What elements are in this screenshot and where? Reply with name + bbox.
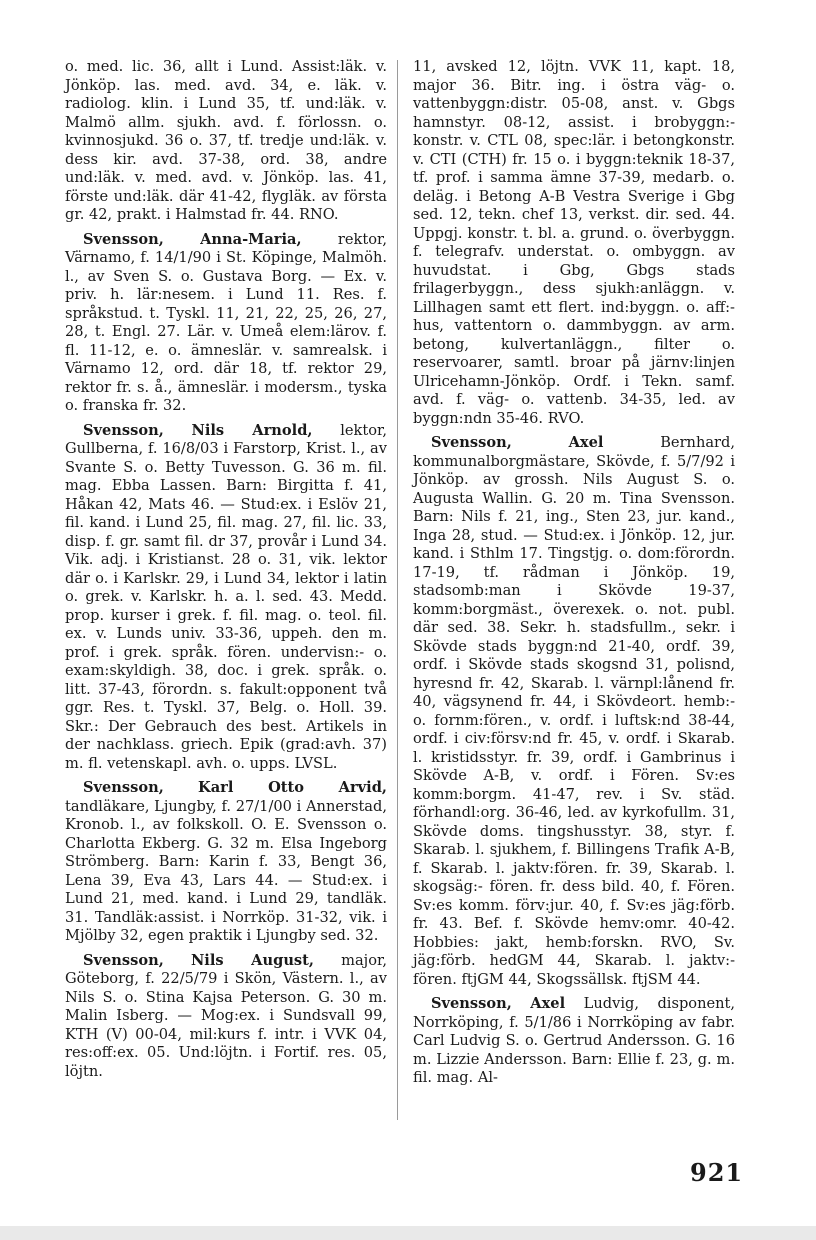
scan-bottom-edge (0, 1226, 816, 1240)
entry-text: 11, avsked 12, löjtn. VVK 11, kapt. 18, major 36. Bitr. ing. i östra väg- o. vattenbyggn:distr. 05-08, anst. v. Gbgs hamnstyr. 08-12, assist. i brobyggn:- konstr. v. CTL 08, spec:lär. i betongkonstr. v. CTI (CTH) fr. 15 o. i byggn:teknik 18-37, tf. prof. i samma ämne 37-39, medarb. o. deläg. i Betong A-B Vestra Sverige i Gbg sed. 12, tekn. chef 13, verkst. dir. sed. 44. Uppgj. konstr. t. bl. a. grund. o. överbyggn. f. telegrafv. understat. o. ombyggn. av huvudstat. i Gbg, Gbgs stads frilagerbyggn., dess sjukh:anläggn. v. Lillhagen samt ett flert. ind:byggn. o. aff:- hus, vattentorn o. dammbyggn. av arm. betong, kulvertanläggn., filter o. reservoarer, samtl. broar på järnv:linjen Ulricehamn-Jönköp. Ordf. i Tekn. samf. avd. f. väg- o. vattenb. 34-35, led. av byggn:ndn 35-46. RVO. (413, 58, 735, 427)
entry-given-name: Nils August, (190, 951, 314, 969)
entry-given-name: Nils Arnold, (191, 421, 313, 439)
page-number: 921 (690, 1158, 744, 1187)
biography-entry (413, 58, 735, 428)
column-divider (397, 60, 398, 1120)
entry-surname: Svensson, (83, 421, 164, 439)
entry-text: Bernhard, kommunalborgmästare, Skövde, f. 5/7/92 i Jönköp. av grossh. Nils August S. o. Augusta Wallin. G. 20 m. Tina Svensson. Barn: Nils f. 21, ing., Sten 23, jur. kand., Inga 28, stud. — Stud:ex. i Jönköp. 12, jur. kand. i Sthlm 17. Tingstjg. o. dom:förordn. 17-19, tf. rådman i Jönköp. 19, stadsomb:man i Skövde 19-37, komm:borgmäst., överexek. o. not. publ. där sed. 38. Sekr. h. stadsfullm., sekr. i Skövde stads byggn:nd 21-40, ordf. 39, ordf. i Skövde stads skogsnd 31, polisnd, hyresnd fr. 42, Skarab. l. värnpl:lånend fr. 40, vägsynend fr. 44, i Skövdeort. hemb:- o. fornm:fören., v. ordf. i luftsk:nd 38-44, ordf. i civ:försv:nd fr. 45, v. ordf. i Skarab. l. kristidsstyr. fr. 39, ordf. i Gambrinus i Skövde A-B, v. ordf. i Fören. Sv:es komm:borgm. 41-47, rev. i Sv. städ. förhandl:org. 36-46, led. av kyrkofullm. 31, Skövde doms. tingshusstyr. 38, styr. f. Skarab. l. sjukhem, f. Billingens Trafik A-B, f. Skarab. l. jaktv:fören. fr. 39, Skarab. l. skogsäg:- fören. fr. dess bild. 40, f. Fören. Sv:es komm. förv:jur. 40, f. Sv:es jäg:förb. fr. 43. Bef. f. Skövde hemv:omr. 40-42. Hobbies: jakt, hemb:forskn. RVO, Sv. jäg:förb. hedGM 44, Skarab. l. jaktv:- fören. ftjGM 44, Skogssällsk. ftjSM 44. (413, 434, 735, 988)
entry-surname: Svensson, (83, 230, 164, 248)
entry-given-name: Axel (568, 434, 604, 451)
biography-entry (65, 422, 387, 774)
entry-given-name: Axel (530, 995, 566, 1012)
entry-surname: Svensson, (83, 951, 164, 969)
entry-given-name: Karl Otto Arvid, (198, 779, 387, 796)
biography-entry (413, 434, 735, 989)
entry-surname: Svensson, (83, 779, 164, 796)
entry-text: major, Göteborg, f. 22/5/79 i Skön, Västern. l., av Nils S. o. Stina Kajsa Peterson. G. 30 m. Malin Isberg. — Mog:ex. i Sundsvall 99, KTH (V) 00-04, mil:kurs f. intr. i VVK 04, res:off:ex. 05. Und:löjtn. i Fortif. res. 05, löjtn. (65, 951, 387, 1080)
entry-text: lektor, Gullberna, f. 16/8/03 i Farstorp, Krist. l., av Svante S. o. Betty Tuvesson. G. 36 m. fil. mag. Ebba Lassen. Barn: Birgitta f. 41, Håkan 42, Mats 46. — Stud:ex. i Eslöv 21, fil. kand. i Lund 25, fil. mag. 27, fil. lic. 33, disp. f. gr. samt fil. dr 37, provår i Lund 34. Vik. adj. i Kristianst. 28 o. 31, vik. lektor där o. i Karlskr. 29, i Lund 34, lektor i latin o. grek. v. Karlskr. h. a. l. sed. 43. Medd. prop. kurser i grek. f. fil. mag. o. teol. fil. ex. v. Lunds univ. 33-36, uppeh. den m. prof. i grek. språk. fören. undervisn:- o. exam:skyldigh. 38, doc. i grek. språk. o. litt. 37-43, förordn. s. fakult:opponent två ggr. Res. t. Tyskl. 37, Belg. o. Holl. 39. Skr.: Der Gebrauch des best. Artikels in der nachklass. griech. Epik (grad:avh. 37) m. fl. vetenskapl. avh. o. upps. LVSL. (65, 421, 388, 772)
biography-entry (65, 231, 387, 416)
entry-surname: Svensson, (431, 434, 512, 451)
entry-text: rektor, Värnamo, f. 14/1/90 i St. Köpinge, Malmöh. l., av Sven S. o. Gustava Borg. — Ex. v. priv. h. lär:nesem. i Lund 11. Res. f. språkstud. t. Tyskl. 11, 21, 22, 25, 26, 27, 28, t. Engl. 27. Lär. v. Umeå elem:lärov. f. fl. 11-12, e. o. ämneslär. v. samrealsk. i Värnamo 12, ord. där 18, tf. rektor 29, rektor fr. s. å., ämneslär. i modersm., tyska o. franska fr. 32. (65, 230, 387, 414)
right-column (413, 58, 735, 1088)
entry-text: Ludvig, disponent, Norrköping, f. 5/1/86 i Norrköping av fabr. Carl Ludvig S. o. Gertrud Andersson. G. 16 m. Lizzie Andersson. Barn: Ellie f. 23, g. m. fil. mag. Al- (413, 995, 736, 1086)
biography-entry (65, 952, 387, 1082)
biography-entry (413, 995, 735, 1088)
left-column (65, 58, 387, 1081)
entry-text: o. med. lic. 36, allt i Lund. Assist:läk. v. Jönköp. las. med. avd. 34, e. läk. v. radiolog. klin. i Lund 35, tf. und:läk. v. Malmö allm. sjukh. avd. f. förlossn. o. kvinnosjukd. 36 o. 37, tf. tredje und:läk. v. dess kir. avd. 37-38, ord. 38, andre und:läk. v. med. avd. v. Jönköp. las. 41, förste und:läk. där 41-42, flygläk. av första gr. 42, prakt. i Halmstad fr. 44. RNO. (65, 58, 387, 223)
entry-text: tandläkare, Ljungby, f. 27/1/00 i Annerstad, Kronob. l., av folkskoll. O. E. Svensson o. Charlotta Ekberg. G. 32 m. Elsa Ingeborg Strömberg. Barn: Karin f. 33, Bengt 36, Lena 39, Eva 43, Lars 44. — Stud:ex. i Lund 21, med. kand. i Lund 29, tandläk. 31. Tandläk:assist. i Norrköp. 31-32, vik. i Mjölby 32, egen praktik i Ljungby sed. 32. (65, 797, 387, 944)
biography-entry (65, 779, 387, 946)
biography-entry (65, 58, 387, 225)
entry-surname: Svensson, (431, 995, 512, 1012)
entry-given-name: Anna-Maria, (200, 230, 302, 248)
